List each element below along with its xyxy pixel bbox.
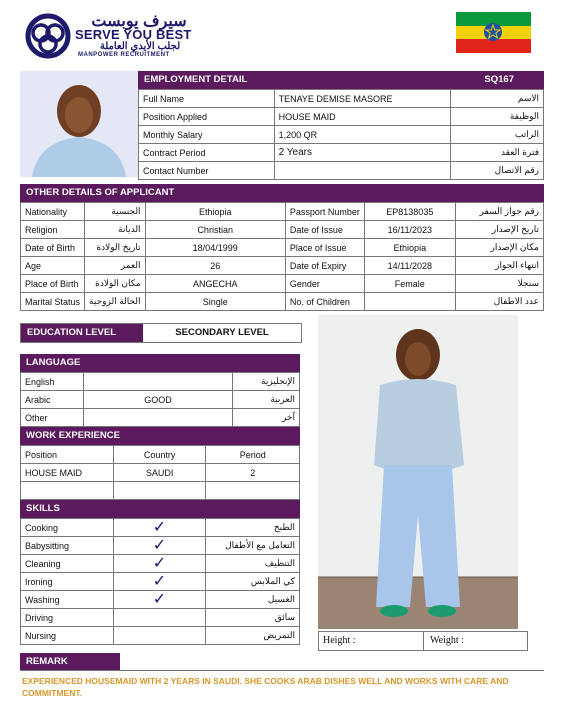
checkmark-icon: ✓ (113, 573, 205, 591)
table-row (21, 519, 300, 537)
birthplace-value: ANGECHA (145, 275, 285, 293)
arabic-label: Arabic (21, 391, 84, 409)
nationality-arabic: الجنسية (85, 203, 146, 221)
contract-value: 2 Years (274, 144, 451, 162)
other-details-table (20, 202, 544, 311)
employment-detail-section (138, 71, 544, 180)
language-header: LANGUAGE (20, 354, 300, 372)
age-label: Age (21, 257, 85, 275)
skill-babysitting-label: Babysitting (21, 537, 114, 555)
other-details-header: OTHER DETAILS OF APPLICANT (20, 184, 544, 202)
full-name-label: Full Name (139, 90, 275, 108)
contact-arabic: رقم الاتصال (451, 162, 544, 180)
skill-driving-check (113, 609, 205, 627)
table-row (21, 573, 300, 591)
brand-english-name: SERVE YOU BEST (75, 27, 192, 42)
table-row (21, 203, 544, 221)
remark-text: EXPERIENCED HOUSEMAID WITH 2 YEARS IN SAUDI. SHE COOKS ARAB DISHES WELL AND WORKS WITH CARE AND COMMITMENT. (20, 670, 544, 699)
position-value: HOUSE MAID (274, 108, 451, 126)
checkmark-icon: ✓ (113, 555, 205, 573)
expiry-label: Date of Expiry (285, 257, 364, 275)
salary-label: Monthly Salary (139, 126, 275, 144)
contact-label: Contact Number (139, 162, 275, 180)
table-row (21, 257, 544, 275)
skills-header: SKILLS (20, 500, 300, 518)
table-row (139, 90, 544, 108)
passport-arabic: رقم جواز السفر (455, 203, 543, 221)
issue-place-arabic: مكان الإصدار (455, 239, 543, 257)
table-row (21, 537, 300, 555)
skill-ironing-label: Ironing (21, 573, 114, 591)
work-position-value: HOUSE MAID (21, 464, 114, 482)
table-row (21, 555, 300, 573)
checkmark-icon: ✓ (113, 519, 205, 537)
work-country-value: SAUDI (113, 464, 206, 482)
gender-value: Female (364, 275, 455, 293)
table-row (21, 409, 300, 427)
age-value: 26 (145, 257, 285, 275)
birthplace-arabic: مكان الولادة (85, 275, 146, 293)
table-header-row (21, 446, 300, 464)
passport-value: EP8138035 (364, 203, 455, 221)
full-name-value: TENAYE DEMISE MASORE (274, 90, 451, 108)
skills-section (20, 500, 300, 645)
other-details-section (20, 184, 544, 311)
table-row (21, 293, 544, 311)
brand-subtitle: MANPOWER RECRUITMENT (78, 52, 170, 58)
profile-photo (20, 71, 138, 177)
skill-driving-label: Driving (21, 609, 114, 627)
full-name-arabic: الاسم (451, 90, 544, 108)
nationality-value: Ethiopia (145, 203, 285, 221)
full-body-photo (318, 315, 518, 629)
measurements-row (318, 631, 528, 651)
salary-arabic: الراتب (451, 126, 544, 144)
column-position: Position (21, 446, 114, 464)
contract-label: Contract Period (139, 144, 275, 162)
skill-cleaning-label: Cleaning (21, 555, 114, 573)
employment-detail-title: EMPLOYMENT DETAIL (144, 74, 248, 85)
skill-washing-label: Washing (21, 591, 114, 609)
religion-label: Religion (21, 221, 85, 239)
skill-cleaning-arabic: التنظيف (206, 555, 300, 573)
brand-arabic-tagline: لجلب الأيدي العاملة (99, 41, 181, 52)
table-row (139, 108, 544, 126)
table-row (139, 162, 544, 180)
expiry-value: 14/11/2028 (364, 257, 455, 275)
table-row (21, 221, 544, 239)
age-arabic: العمر (85, 257, 146, 275)
gender-label: Gender (285, 275, 364, 293)
table-row (139, 144, 544, 162)
marital-label: Marital Status (21, 293, 85, 311)
table-row (21, 482, 300, 500)
column-period: Period (206, 446, 300, 464)
reference-number: SQ167 (484, 74, 514, 85)
checkmark-icon: ✓ (113, 591, 205, 609)
skills-table (20, 518, 300, 645)
position-label: Position Applied (139, 108, 275, 126)
issue-place-label: Place of Issue (285, 239, 364, 257)
checkmark-icon: ✓ (113, 537, 205, 555)
education-label: EDUCATION LEVEL (21, 324, 143, 342)
company-logo (24, 13, 204, 59)
work-experience-section (20, 427, 300, 500)
employment-detail-header (138, 71, 544, 89)
skill-nursing-check (113, 627, 205, 645)
skill-washing-arabic: الغسيل (206, 591, 300, 609)
table-row (21, 275, 544, 293)
table-row (21, 239, 544, 257)
skill-nursing-label: Nursing (21, 627, 114, 645)
ethiopia-flag (456, 12, 531, 53)
nationality-label: Nationality (21, 203, 85, 221)
issue-place-value: Ethiopia (364, 239, 455, 257)
skill-nursing-arabic: التمريض (206, 627, 300, 645)
dob-arabic: تاريخ الولادة (85, 239, 146, 257)
table-row (139, 126, 544, 144)
height-field: Height : (319, 632, 424, 650)
issue-date-value: 16/11/2023 (364, 221, 455, 239)
english-value (83, 373, 232, 391)
marital-value: Single (145, 293, 285, 311)
arabic-arabic: العربية (233, 391, 300, 409)
issue-date-label: Date of Issue (285, 221, 364, 239)
dob-label: Date of Birth (21, 239, 85, 257)
table-row (21, 373, 300, 391)
children-value (364, 293, 455, 311)
children-arabic: عدد الاطفال (455, 293, 543, 311)
skill-driving-arabic: سائق (206, 609, 300, 627)
gender-arabic: سنجلا (455, 275, 543, 293)
table-row (21, 464, 300, 482)
skill-cooking-arabic: الطبخ (206, 519, 300, 537)
table-row (21, 609, 300, 627)
other-language-arabic: آخر (233, 409, 300, 427)
brand-arabic-name: سيرف يوبست (91, 13, 187, 30)
language-section (20, 354, 300, 427)
arabic-value: GOOD (83, 391, 232, 409)
contact-value (274, 162, 451, 180)
contract-arabic: فترة العقد (451, 144, 544, 162)
expiry-arabic: انتهاء الجواز (455, 257, 543, 275)
weight-field: Weight : (430, 635, 464, 646)
religion-arabic: الديانة (85, 221, 146, 239)
flag-star-icon (483, 22, 503, 42)
table-row (21, 591, 300, 609)
remark-section (20, 653, 544, 699)
column-country: Country (113, 446, 206, 464)
issue-date-arabic: تاريخ الإصدار (455, 221, 543, 239)
skill-cooking-label: Cooking (21, 519, 114, 537)
employment-detail-table (138, 89, 544, 180)
table-row (21, 391, 300, 409)
english-arabic: الإنجليزية (233, 373, 300, 391)
dob-value: 18/04/1999 (145, 239, 285, 257)
other-language-value (83, 409, 232, 427)
children-label: No. of Children (285, 293, 364, 311)
passport-label: Passport Number (285, 203, 364, 221)
table-row (21, 627, 300, 645)
religion-value: Christian (145, 221, 285, 239)
salary-value: 1,200 QR (274, 126, 451, 144)
work-experience-table (20, 445, 300, 500)
work-experience-header: WORK EXPERIENCE (20, 427, 300, 445)
marital-arabic: الحالة الزوجية (85, 293, 146, 311)
remark-header: REMARK (20, 653, 120, 670)
position-arabic: الوظيفة (451, 108, 544, 126)
english-label: English (21, 373, 84, 391)
skill-ironing-arabic: كي الملابس (206, 573, 300, 591)
education-level (20, 323, 302, 343)
other-language-label: Other (21, 409, 84, 427)
logo-emblem-icon (24, 13, 72, 59)
education-value: SECONDARY LEVEL (175, 327, 269, 338)
work-period-value: 2 (206, 464, 300, 482)
language-table (20, 372, 300, 427)
skill-babysitting-arabic: التعامل مع الأطفال (206, 537, 300, 555)
birthplace-label: Place of Birth (21, 275, 85, 293)
